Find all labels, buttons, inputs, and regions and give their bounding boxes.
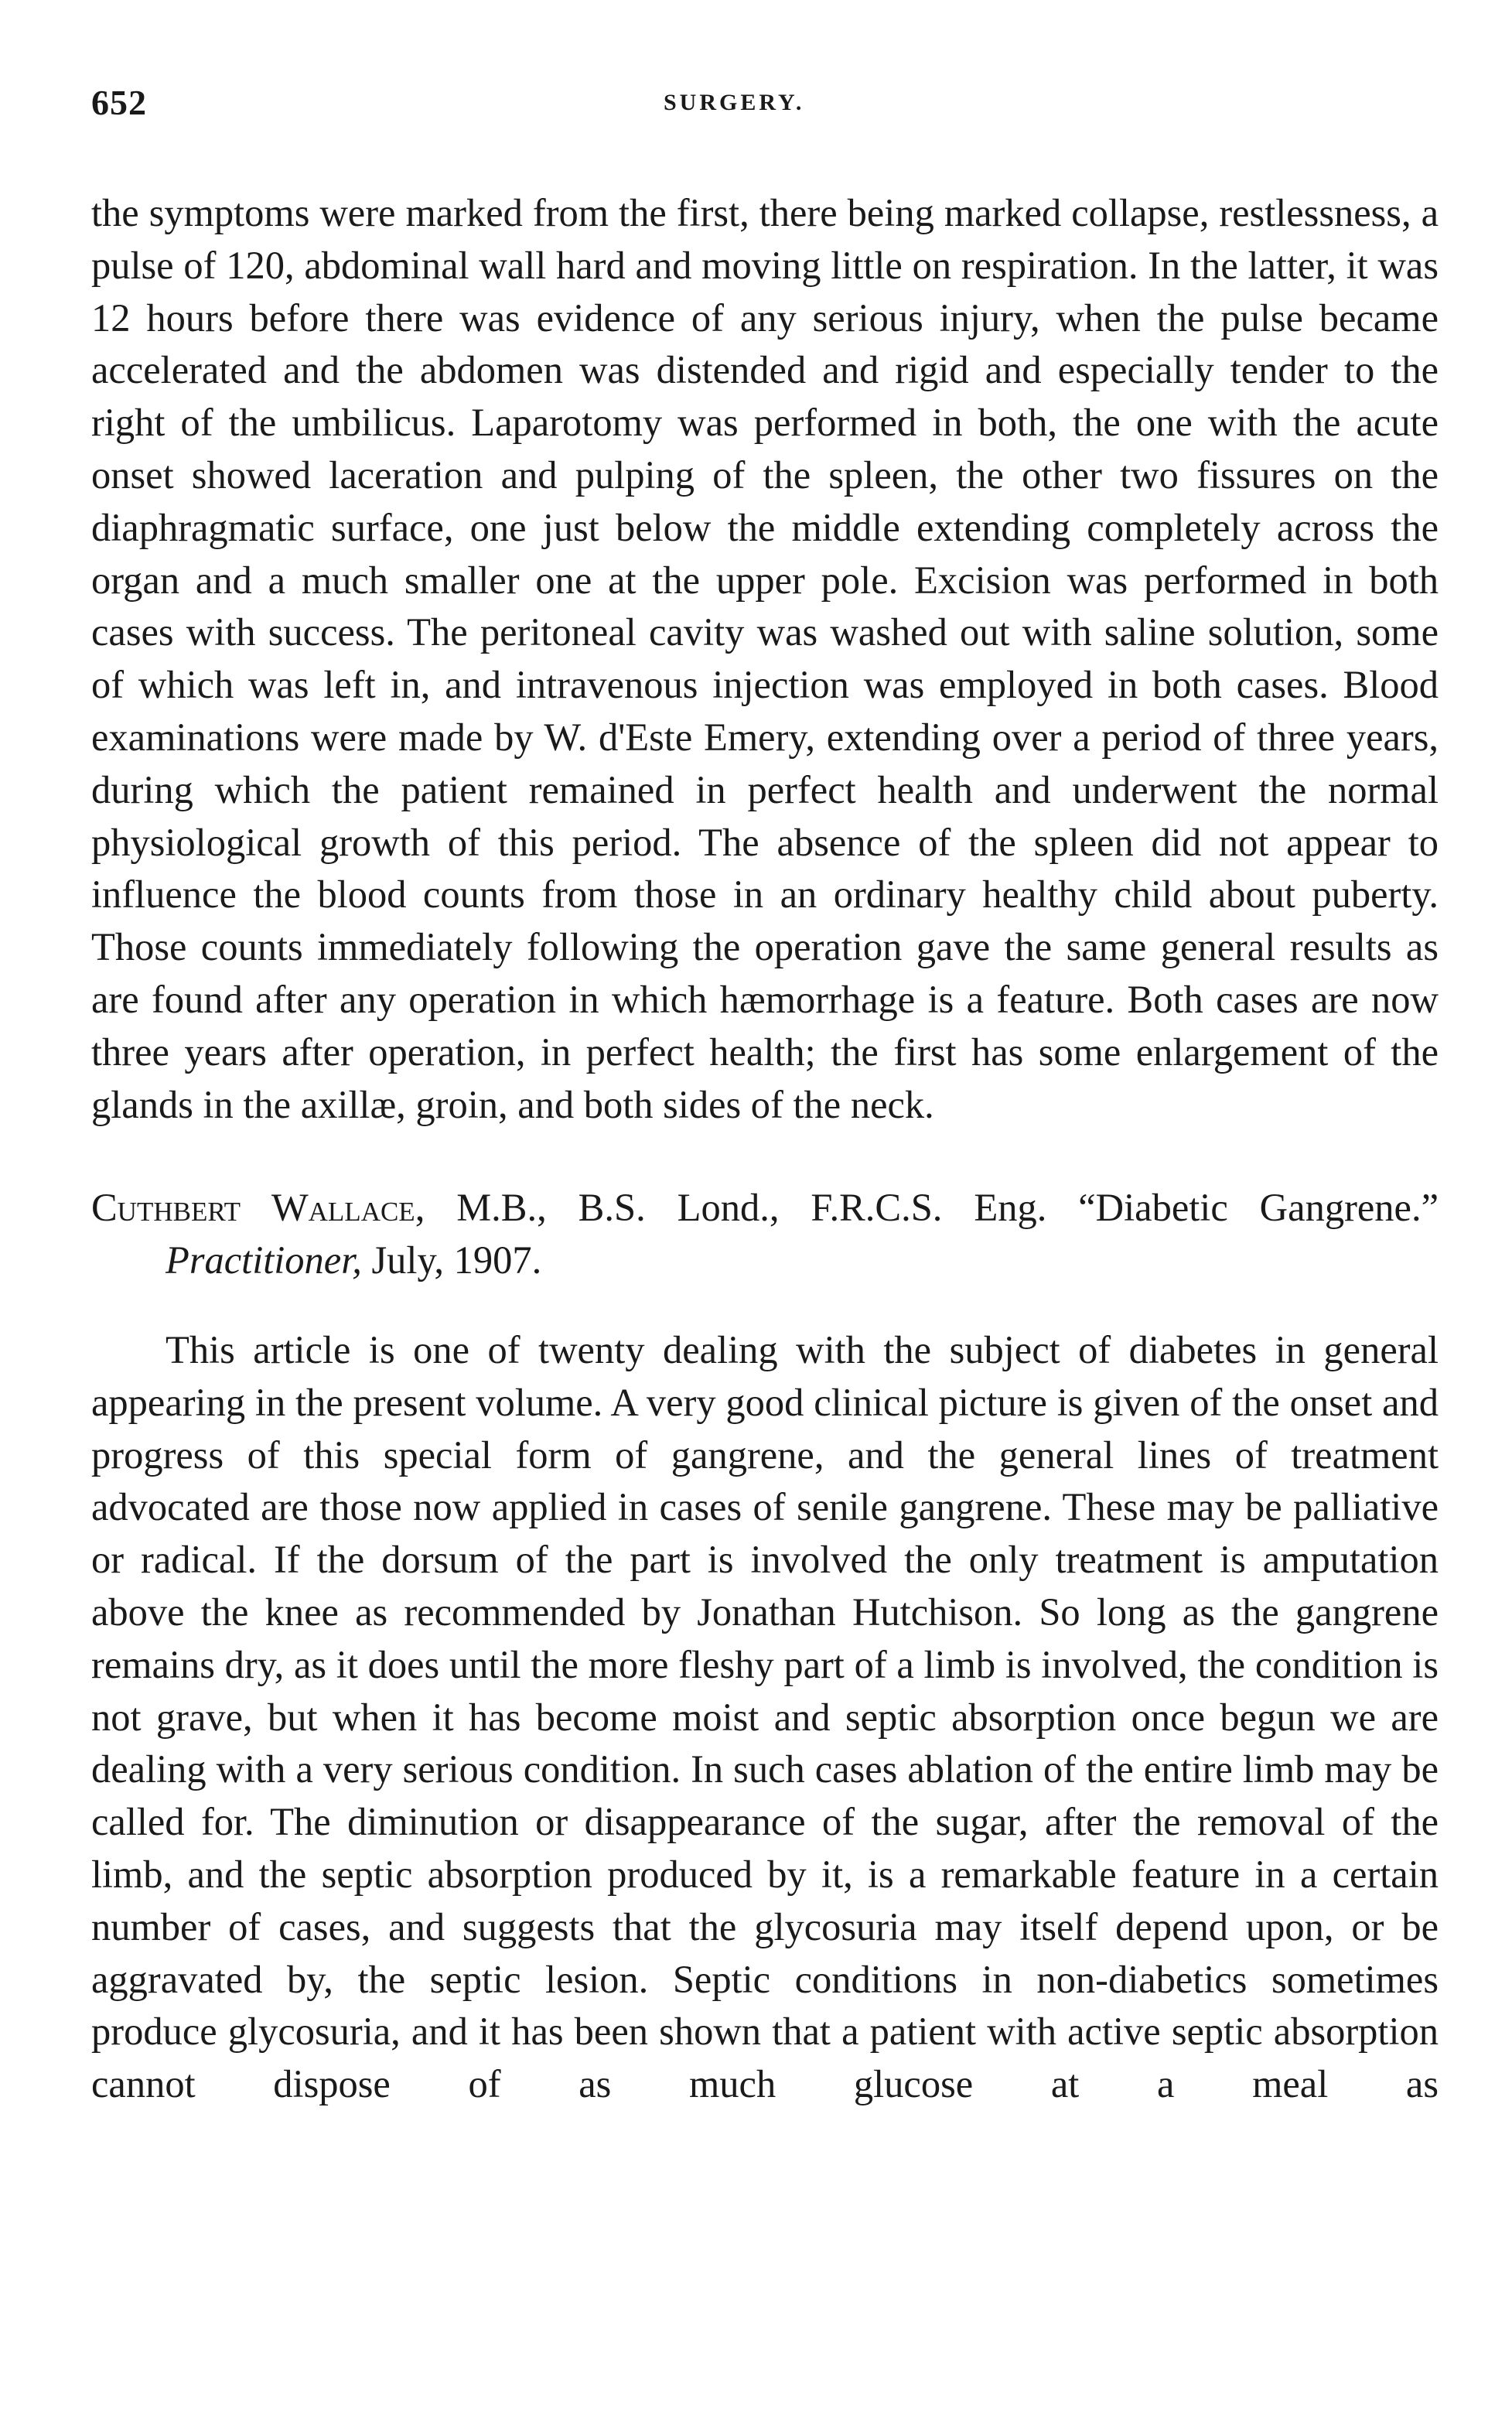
page-number: 652: [91, 83, 147, 122]
section-title: SURGERY.: [664, 90, 805, 115]
citation-journal: Practitioner,: [166, 1238, 362, 1282]
citation-title: “Diabetic Gangrene.”: [1046, 1186, 1439, 1230]
article-citation: [91, 1182, 1439, 1287]
abstract-paragraph: This article is one of twenty dealing with the subject of diabetes in general appearing in the present volume. A very good clinical picture is given of the onset and progress of this special form of gangrene, and the general lines of treatment advocated are those now applied in cases of senile gangrene. These may be palliative or radical. If the dorsum of the part is involved the only treatment is amputation above the knee as recommended by Jonathan Hutchison. So long as the gangrene remains dry, as it does until the more fleshy part of a limb is involved, the condition is not grave, but when it has become moist and septic absorption once begun we are dealing with a very serious condition. In such cases ablation of the entire limb may be called for. The diminution or disappearance of the sugar, after the removal of the limb, and the septic absorption produced by it, is a remarkable feature in a certain number of cases, and suggests that the glycosuria may itself depend upon, or be aggravated by, the septic lesion. Septic conditions in non-diabetics sometimes produce glycosuria, and it has been shown that a patient with active septic absorption cannot dispose of as much glucose at a meal as: [91, 1327, 1439, 2106]
running-head: [91, 77, 1439, 139]
citation-credentials: , M.B., B.S. Lond., F.R.C.S. Eng.: [415, 1186, 1047, 1230]
citation-date: July, 1907.: [361, 1238, 542, 1282]
continued-paragraph: the symptoms were marked from the first, there being marked collapse, restlessness, a pulse of 120, abdominal wall hard and moving little on respiration. In the latter, it was 12 hours before there was evidence of any serious injury, when the pulse became accelerated and the abdomen was distended and rigid and especially tender to the right of the umbilicus. Laparotomy was performed in both, the one with the acute onset showed laceration and pulping of the spleen, the other two fissures on the diaphragmatic surface, one just below the middle extending completely across the organ and a much smaller one at the upper pole. Excision was performed in both cases with success. The peritoneal cavity was washed out with saline solution, some of which was left in, and intravenous injection was employed in both cases. Blood examinations were made by W. d'Este Emery, extending over a period of three years, during which the patient remained in perfect health and underwent the normal physiological growth of this period. The absence of the spleen did not appear to influence the blood counts from those in an ordinary healthy child about puberty. Those counts immediately following the operation gave the same general results as are found after any operation in which hæmorrhage is a feature. Both cases are now three years after operation, in perfect health; the first has some enlargement of the glands in the axillæ, groin, and both sides of the neck.: [91, 191, 1439, 1126]
citation-author: Cuthbert Wallace: [91, 1186, 415, 1230]
